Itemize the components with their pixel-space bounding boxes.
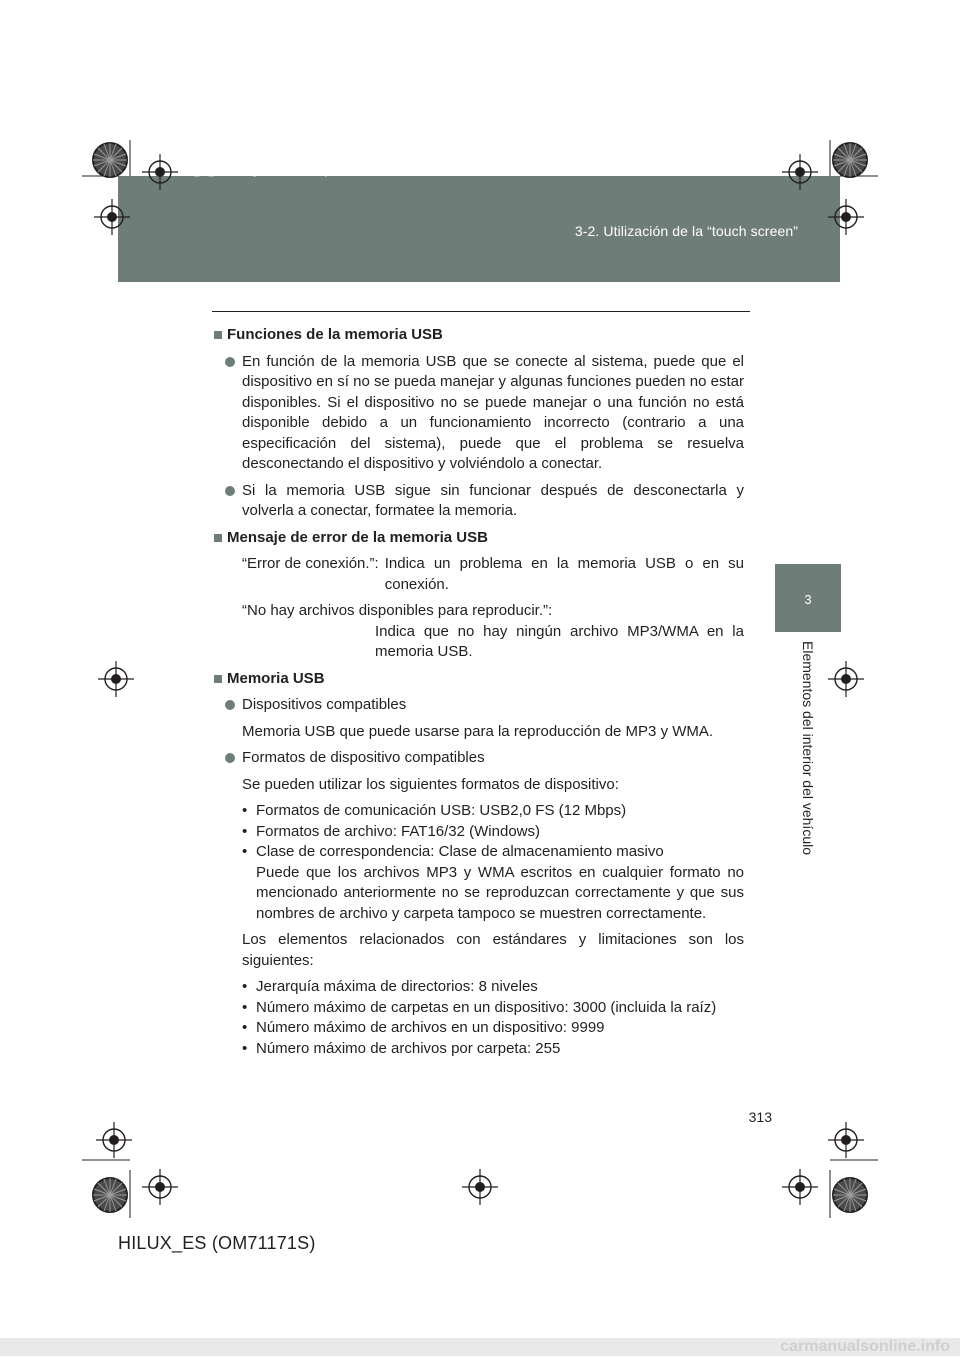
error-message-row — [214, 554, 744, 595]
page-number: 313 — [748, 1109, 772, 1125]
paragraph: Memoria USB que puede usarse para la reproducción de MP3 y WMA. — [242, 722, 714, 740]
list-item: • Número máximo de carpetas en un dispositivo: 3000 (incluida la raíz) — [242, 998, 717, 1016]
round-bullet-icon — [225, 700, 235, 710]
section-title: 3-2. Utilización de la “touch screen” — [574, 223, 798, 239]
round-bullet-icon — [225, 357, 235, 367]
section-heading: Memoria USB — [214, 669, 744, 690]
list-item: • Jerarquía máxima de directorios: 8 niveles — [242, 978, 538, 995]
formats-list — [214, 801, 744, 924]
list-item-note: Puede que los archivos MP3 y WMA escritos en cualquier formato no mencionado anteriormente no se reproduzcan correctamente y que sus nombres de archivo y carpeta tampoco se muestren correctamente. — [256, 863, 744, 922]
error-message: “Error de conexión.”: — [242, 555, 379, 572]
paragraph: Se pueden utilizar los siguientes formatos de dispositivo: — [242, 775, 619, 793]
top-rule — [212, 311, 750, 312]
square-bullet-icon — [214, 534, 222, 542]
watermark-text: carmanualsonline.info — [780, 1338, 950, 1355]
list-item: • Formatos de comunicación USB: USB2,0 FS (12 Mbps) — [242, 802, 627, 819]
section-heading: Funciones de la memoria USB — [214, 325, 744, 346]
error-description: Indica un problema en la memoria USB o en su conexión. — [384, 555, 744, 593]
list-item: • Número máximo de archivos en un dispositivo: 9999 — [242, 1019, 605, 1036]
limits-list — [214, 977, 744, 1059]
list-item: • Número máximo de archivos por carpeta: 255 — [242, 1039, 561, 1057]
square-bullet-icon — [214, 331, 222, 339]
bullet-item: En función de la memoria USB que se conecte al sistema, puede que el dispositivo en sí no se pueda manejar y algunas funciones pueden no estar disponibles. Si el dispositivo no se puede manejar o una función no está disponible debido a un funcionamiento incorrecto (contrario a una especificación del sistema), puede que el problema se resuelva desconectando el dispositivo y volviéndolo a conectar. — [214, 352, 744, 475]
chapter-label: Elementos del interior del vehículo — [800, 640, 816, 856]
file-stamp: sec_03_02.fm Page 313 Wednesday, March 30, 2011 6:53 PM — [180, 168, 445, 177]
list-item: • Clase de correspondencia: Clase de almacenamiento masivo — [242, 843, 664, 860]
section-heading: Mensaje de error de la memoria USB — [214, 528, 744, 549]
watermark-bar — [0, 1338, 960, 1356]
list-item: • Formatos de archivo: FAT16/32 (Windows) — [242, 822, 540, 840]
round-bullet-icon — [225, 486, 235, 496]
paragraph: Los elementos relacionados con estándares y limitaciones son los siguientes: — [242, 931, 744, 969]
error-description: Indica que no hay ningún archivo MP3/WMA en la memoria USB. — [375, 622, 744, 660]
round-bullet-icon — [225, 753, 235, 763]
document-code: HILUX_ES (OM71171S) — [118, 1233, 316, 1253]
bullet-item: Dispositivos compatibles — [214, 695, 744, 716]
chapter-number: 3 — [804, 592, 812, 607]
square-bullet-icon — [214, 675, 222, 683]
error-message-row — [214, 601, 744, 663]
error-message: “No hay archivos disponibles para reproducir.”: — [242, 602, 553, 619]
bullet-item: Formatos de dispositivo compatibles — [214, 748, 744, 769]
bullet-item: Si la memoria USB sigue sin funcionar después de desconectarla y volverla a conectar, formatee la memoria. — [214, 481, 744, 522]
page-content — [214, 325, 744, 1065]
